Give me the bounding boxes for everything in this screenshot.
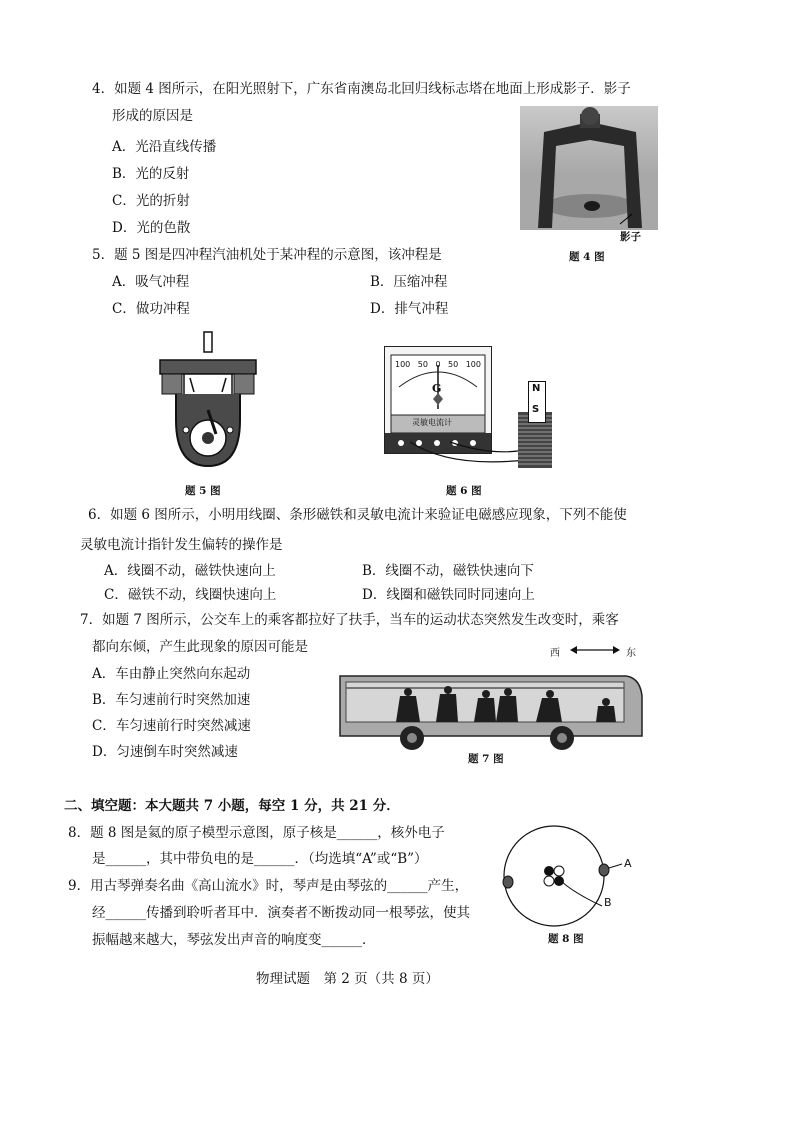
section2-heading: 二、填空题：本大题共 7 小题，每空 1 分，共 21 分． xyxy=(64,798,400,814)
q6-scale-tick: 100 xyxy=(465,360,481,369)
q4-tower-photo xyxy=(520,106,658,230)
q5-figure-caption: 题 5 图 xyxy=(185,485,221,497)
q9-line3: 振幅越来越大，琴弦发出声音的响度变______． xyxy=(92,932,376,948)
q4-stem-line2: 形成的原因是 xyxy=(112,108,193,124)
q7-west-label: 西 xyxy=(550,648,560,659)
q6-scale-tick: 0 xyxy=(435,360,441,369)
q7-option-c: C．车匀速前行时突然减速 xyxy=(92,718,251,734)
q6-figure-caption: 题 6 图 xyxy=(446,485,482,497)
page-footer: 物理试题 第 2 页（共 8 页） xyxy=(256,971,439,987)
q7-stem-line1: 7．如题 7 图所示，公交车上的乘客都拉好了扶手，当车的运动状态突然发生改变时，乘客 xyxy=(80,612,619,628)
q5-option-d: D．排气冲程 xyxy=(370,301,449,317)
q4-option-b: B．光的反射 xyxy=(112,166,190,182)
q5-engine-diagram xyxy=(158,330,258,470)
q7-option-a: A．车由静止突然向东起动 xyxy=(92,666,251,682)
q6-magnet-n: N xyxy=(532,383,541,394)
q6-stem-line2: 灵敏电流计指针发生偏转的操作是 xyxy=(80,537,283,553)
q6-option-c: C．磁铁不动，线圈快速向上 xyxy=(104,587,277,603)
q6-stem-line1: 6．如题 6 图所示，小明用线圈、条形磁铁和灵敏电流计来验证电磁感应现象，下列不能使 xyxy=(88,507,627,523)
q6-option-d: D．线圈和磁铁同时同速向上 xyxy=(362,587,535,603)
q7-option-d: D．匀速倒车时突然减速 xyxy=(92,744,238,760)
q9-line2: 经______传播到聆听者耳中．演奏者不断拨动同一根琴弦，使其 xyxy=(92,905,470,921)
q8-atom-model xyxy=(498,822,648,930)
q6-scale-tick: 50 xyxy=(448,360,459,369)
q6-scale-tick: 50 xyxy=(417,360,428,369)
q6-meter-scale xyxy=(395,360,481,369)
q8-figure-caption: 题 8 图 xyxy=(548,933,584,945)
q4-figure-caption: 题 4 图 xyxy=(569,251,605,263)
q4-shadow-label: 影子 xyxy=(620,231,641,243)
q4-option-a: A．光沿直线传播 xyxy=(112,139,217,155)
q7-figure-caption: 题 7 图 xyxy=(468,753,504,765)
q5-option-a: A．吸气冲程 xyxy=(112,274,190,290)
q7-option-b: B．车匀速前行时突然加速 xyxy=(92,692,251,708)
q8-label-a: A xyxy=(624,857,632,870)
q8-line2: 是______，其中带负电的是______．（均选填“A”或“B”） xyxy=(92,851,428,867)
q9-line1: 9．用古琴弹奏名曲《高山流水》时，琴声是由琴弦的______产生， xyxy=(68,878,469,894)
q4-stem-line1: 4．如题 4 图所示，在阳光照射下，广东省南澳岛北回归线标志塔在地面上形成影子．影子 xyxy=(92,81,631,97)
q4-option-c: C．光的折射 xyxy=(112,193,190,209)
q8-line1: 8．题 8 图是氦的原子模型示意图，原子核是______，核外电子 xyxy=(68,825,445,841)
q7-bus-image xyxy=(336,666,644,752)
q8-label-b: B xyxy=(604,896,612,909)
q7-direction-arrow xyxy=(570,645,620,655)
q5-option-b: B．压缩冲程 xyxy=(370,274,448,290)
q4-option-d: D．光的色散 xyxy=(112,220,191,236)
q6-scale-tick: 100 xyxy=(395,360,411,369)
q6-option-b: B．线圈不动，磁铁快速向下 xyxy=(362,563,534,579)
q7-east-label: 东 xyxy=(626,648,636,659)
q6-option-a: A．线圈不动，磁铁快速向上 xyxy=(104,563,276,579)
q5-stem: 5．题 5 图是四冲程汽油机处于某冲程的示意图，该冲程是 xyxy=(92,247,442,263)
q6-meter-letter: G xyxy=(432,382,442,395)
q6-meter-name: 灵敏电流计 xyxy=(412,418,452,427)
q6-magnet-s: S xyxy=(532,404,540,415)
q7-stem-line2: 都向东倾，产生此现象的原因可能是 xyxy=(92,639,308,655)
q5-option-c: C．做功冲程 xyxy=(112,301,190,317)
